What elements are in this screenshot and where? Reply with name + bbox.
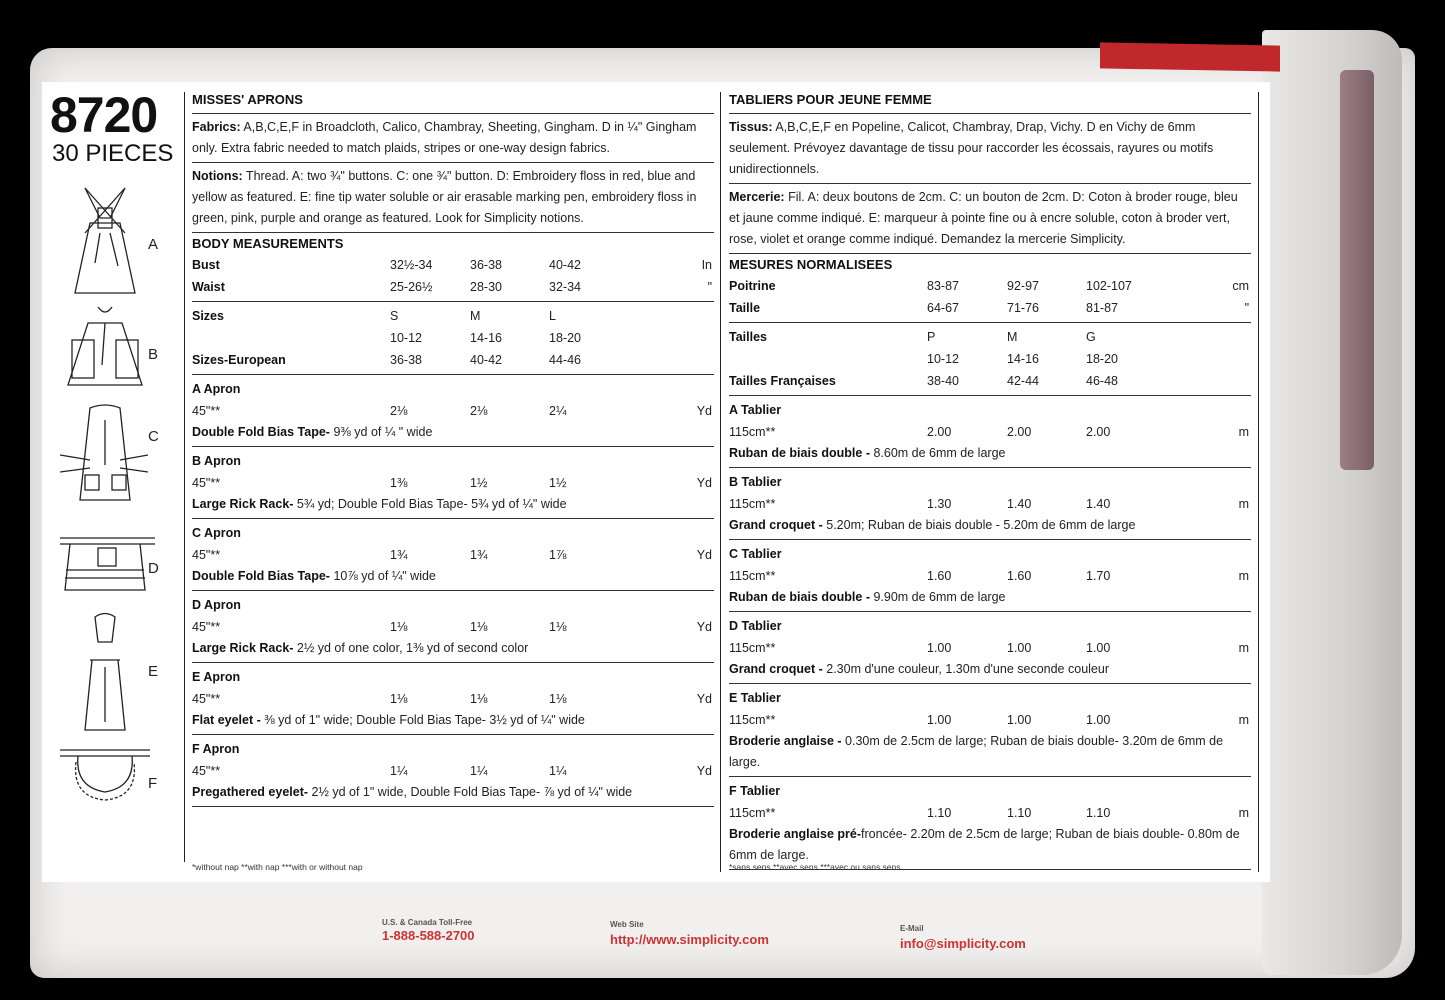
trim-label: Grand croquet -: [729, 662, 823, 676]
divider: [729, 183, 1251, 184]
yardage-value: 2¼: [549, 404, 567, 418]
fabric-width: 45"**: [192, 404, 221, 418]
divider: [729, 113, 1251, 114]
size-value: 102-107: [1086, 279, 1132, 293]
divider: [192, 806, 714, 807]
yardage-value: 1.10: [1086, 806, 1111, 820]
section-title: TABLIERS POUR JEUNE FEMME: [729, 92, 932, 107]
divider: [729, 322, 1251, 323]
size-value: 46-48: [1086, 374, 1118, 388]
size-value: 36-38: [390, 353, 422, 367]
size-value: 92-97: [1007, 279, 1039, 293]
view-letter-b: B: [148, 346, 159, 363]
yardage-value: 1¼: [470, 764, 488, 778]
yardage-value: 1⅛: [470, 692, 488, 706]
table-row: [729, 297, 1251, 319]
divider: [192, 590, 714, 591]
yardage-value: 1⅜: [390, 476, 408, 490]
website-link[interactable]: http://www.simplicity.com: [610, 932, 769, 947]
column-divider-right: [1258, 92, 1259, 872]
yardage-row: [729, 565, 1251, 587]
yardage-row: [729, 709, 1251, 731]
size-value: 81-87: [1086, 301, 1118, 315]
trim-label: Ruban de biais double -: [729, 446, 870, 460]
yardage-value: 1.10: [927, 806, 952, 820]
view-letter-c: C: [148, 428, 159, 445]
yardage-value: 1.00: [1007, 641, 1032, 655]
yardage-row: [192, 688, 714, 710]
divider: [192, 518, 714, 519]
trim-note: Grand croquet - 5.20m; Ruban de biais double - 5.20m de 6mm de large: [729, 518, 1136, 532]
yardage-value: 2⅛: [390, 404, 408, 418]
divider: [192, 162, 714, 163]
notions-text: Thread. A: two ¾" buttons. C: one ¾" button. D: Embroidery floss in red, blue and yellow as featured. E: fine tip water soluble or air erasable marking pen, embroidery floss in green, pink, purple and orange as featured. Look for Simplicity notions.: [192, 169, 697, 225]
fabrics-label: Tissus:: [729, 120, 773, 134]
red-label-strip: [1100, 42, 1280, 71]
fabric-width: 115cm**: [729, 425, 776, 439]
fabric-width: 115cm**: [729, 569, 776, 583]
size-value: 64-67: [927, 301, 959, 315]
trim-note: Flat eyelet - ⅜ yd of 1" wide; Double Fold Bias Tape- 3½ yd of ¼" wide: [192, 713, 585, 727]
size-value: P: [927, 330, 936, 344]
size-value: 36-38: [470, 258, 502, 272]
unit-label: Yd: [696, 620, 712, 634]
divider: [729, 683, 1251, 684]
size-value: M: [470, 309, 481, 323]
trim-note: Pregathered eyelet- 2½ yd of 1" wide, Double Fold Bias Tape- ⅞ yd of ¼" wide: [192, 785, 633, 799]
column-divider-left: [184, 92, 185, 862]
divider: [192, 734, 714, 735]
notions-label: Mercerie:: [729, 190, 785, 204]
size-value: 44-46: [549, 353, 581, 367]
size-value: 83-87: [927, 279, 959, 293]
yardage-value: 1.60: [927, 569, 952, 583]
table-row: [729, 326, 1251, 348]
trim-label: Flat eyelet -: [192, 713, 261, 727]
yardage-value: 1⅛: [549, 692, 567, 706]
unit-label: Yd: [696, 764, 712, 778]
trim-note: Grand croquet - 2.30m d'une couleur, 1.30m d'une seconde couleur: [729, 662, 1109, 676]
french-column: [729, 92, 1251, 873]
fabric-width: 45"**: [192, 620, 221, 634]
notions-text: Fil. A: deux boutons de 2cm. C: un bouton de 2cm. D: Coton à broder rouge, bleu et jaune comme indiqué. E: marqueur à pointe fine ou à encre soluble, coton à broder vert, rose, violet et orange comme indiqué. Demandez la mercerie Simplicity.: [729, 190, 1238, 246]
trim-label: Broderie anglaise -: [729, 734, 842, 748]
yardage-value: 1.40: [1007, 497, 1032, 511]
view-name: B Apron: [192, 454, 241, 468]
view-name: A Apron: [192, 382, 241, 396]
yardage-value: 1.60: [1007, 569, 1032, 583]
divider: [729, 611, 1251, 612]
size-value: 14-16: [1007, 352, 1039, 366]
yardage-value: 1⅞: [549, 548, 567, 562]
fabrics-text: A,B,C,E,F in Broadcloth, Calico, Chambray, Sheeting, Gingham. D in ¼" Gingham only. Extra fabric needed to match plaids, stripes or one-way design fabrics.: [192, 120, 697, 155]
view-name: F Tablier: [729, 784, 781, 798]
notions-label: Notions:: [192, 169, 243, 183]
size-value: M: [1007, 330, 1018, 344]
yardage-value: 2.00: [1007, 425, 1032, 439]
pieces-count: 30 PIECES: [52, 140, 174, 167]
trim-label: Ruban de biais double -: [729, 590, 870, 604]
inner-paper-edge: [1340, 70, 1374, 470]
unit-label: Yd: [696, 692, 712, 706]
english-column: [192, 92, 714, 810]
yardage-value: 1⅛: [549, 620, 567, 634]
trim-note: Broderie anglaise - 0.30m de 2.5cm de large; Ruban de biais double- 3.20m de 6mm de large.: [729, 734, 1224, 769]
unit-label: ": [707, 280, 712, 294]
trim-note: Double Fold Bias Tape- 9⅜ yd of ¼ " wide: [192, 425, 433, 439]
english-nap-notes: *without nap **with nap ***with or without nap: [192, 862, 363, 872]
yardage-value: 2.00: [1086, 425, 1111, 439]
fabrics-label: Fabrics:: [192, 120, 241, 134]
size-value: 42-44: [1007, 374, 1039, 388]
table-row: [729, 275, 1251, 297]
view-name: D Tablier: [729, 619, 782, 633]
fabrics-paragraph: [192, 117, 714, 159]
view-name: C Tablier: [729, 547, 782, 561]
email-label: E-Mail: [900, 924, 924, 933]
yardage-value: 1¼: [549, 764, 567, 778]
yardage-value: 1.00: [1007, 713, 1032, 727]
phone-label: U.S. & Canada Toll-Free: [382, 918, 473, 927]
yardage-row: [192, 544, 714, 566]
row-label: Sizes-European: [192, 353, 286, 367]
divider: [729, 253, 1251, 254]
web-label: Web Site: [610, 920, 644, 929]
size-value: 40-42: [549, 258, 581, 272]
yardage-value: 1.30: [927, 497, 952, 511]
yardage-value: 1.00: [927, 713, 952, 727]
unit-label: m: [1238, 569, 1249, 583]
unit-label: In: [701, 258, 712, 272]
view-name: B Tablier: [729, 475, 782, 489]
yardage-value: 1⅛: [390, 620, 408, 634]
unit-label: m: [1238, 806, 1249, 820]
size-value: 71-76: [1007, 301, 1039, 315]
table-row: [729, 370, 1251, 392]
yardage-value: 1.70: [1086, 569, 1111, 583]
trim-label: Double Fold Bias Tape-: [192, 569, 330, 583]
divider: [192, 446, 714, 447]
fabric-width: 45"**: [192, 764, 221, 778]
row-label: Poitrine: [729, 279, 776, 293]
apron-b-sketch-icon: [60, 305, 150, 395]
table-row: [192, 305, 714, 327]
yardage-value: 1.00: [1086, 713, 1111, 727]
size-value: 32-34: [549, 280, 581, 294]
view-name: F Apron: [192, 742, 240, 756]
unit-label: m: [1238, 713, 1249, 727]
size-value: 25-26½: [390, 280, 433, 294]
table-row: [192, 349, 714, 371]
trim-label: Grand croquet -: [729, 518, 823, 532]
divider: [729, 395, 1251, 396]
yardage-value: 1⅛: [470, 620, 488, 634]
size-value: 18-20: [549, 331, 581, 345]
divider: [192, 301, 714, 302]
row-label: Waist: [192, 280, 225, 294]
divider: [192, 374, 714, 375]
fabric-width: 115cm**: [729, 497, 776, 511]
view-name: E Apron: [192, 670, 241, 684]
unit-label: m: [1238, 641, 1249, 655]
fabric-width: 115cm**: [729, 806, 776, 820]
divider: [192, 662, 714, 663]
yardage-value: 1½: [470, 476, 488, 490]
yardage-value: 1¾: [470, 548, 488, 562]
yardage-value: 1.00: [1086, 641, 1111, 655]
yardage-row: [192, 760, 714, 782]
view-letter-e: E: [148, 663, 159, 680]
trim-label: Broderie anglaise pré-: [729, 827, 861, 841]
yardage-value: 1¾: [390, 548, 408, 562]
yardage-value: 1.00: [927, 641, 952, 655]
unit-label: m: [1238, 425, 1249, 439]
size-value: G: [1086, 330, 1096, 344]
yardage-row: [729, 421, 1251, 443]
fabric-width: 115cm**: [729, 641, 776, 655]
trim-label: Large Rick Rack-: [192, 641, 294, 655]
trim-note: Large Rick Rack- 2½ yd of one color, 1⅜ yd of second color: [192, 641, 529, 655]
phone-number[interactable]: 1-888-588-2700: [382, 928, 475, 943]
email-link[interactable]: info@simplicity.com: [900, 936, 1026, 951]
column-divider-middle: [720, 92, 721, 872]
yardage-row: [192, 616, 714, 638]
table-row: [192, 254, 714, 276]
french-nap-notes: *sans sens **avec sens ***avec ou sans sens: [729, 862, 901, 872]
row-label: Tailles: [729, 330, 767, 344]
trim-note: Ruban de biais double - 8.60m de 6mm de large: [729, 446, 1006, 460]
view-name: A Tablier: [729, 403, 782, 417]
yardage-value: 2⅛: [470, 404, 488, 418]
fabrics-paragraph: [729, 117, 1251, 180]
size-value: S: [390, 309, 399, 323]
size-value: 14-16: [470, 331, 502, 345]
pattern-number: 8720: [50, 87, 158, 143]
fabric-width: 45"**: [192, 476, 221, 490]
divider: [192, 113, 714, 114]
row-label: Taille: [729, 301, 761, 315]
unit-label: ": [1244, 301, 1249, 315]
trim-note: Ruban de biais double - 9.90m de 6mm de large: [729, 590, 1006, 604]
view-letter-a: A: [148, 236, 159, 253]
size-value: 28-30: [470, 280, 502, 294]
view-name: D Apron: [192, 598, 241, 612]
yardage-value: 1.40: [1086, 497, 1111, 511]
notions-paragraph: [192, 166, 714, 229]
table-row: [192, 276, 714, 298]
size-value: 38-40: [927, 374, 959, 388]
trim-label: Pregathered eyelet-: [192, 785, 309, 799]
view-name: C Apron: [192, 526, 241, 540]
yardage-row: [729, 802, 1251, 824]
apron-d-sketch-icon: [60, 528, 155, 598]
notions-paragraph: [729, 187, 1251, 250]
yardage-row: [192, 472, 714, 494]
size-value: 10-12: [927, 352, 959, 366]
size-value: L: [549, 309, 556, 323]
fabric-width: 45"**: [192, 692, 221, 706]
body-measurements-heading: MESURES NORMALISEES: [729, 257, 893, 272]
divider: [192, 232, 714, 233]
yardage-value: 1½: [549, 476, 567, 490]
section-title: MISSES' APRONS: [192, 92, 303, 107]
trim-note: Large Rick Rack- 5¾ yd; Double Fold Bias Tape- 5¾ yd of ¼" wide: [192, 497, 567, 511]
size-value: 32½-34: [390, 258, 433, 272]
row-label: Tailles Françaises: [729, 374, 836, 388]
table-row: [729, 348, 1251, 370]
trim-label: Double Fold Bias Tape-: [192, 425, 330, 439]
apron-a-sketch-icon: [60, 178, 150, 303]
apron-c-sketch-icon: [60, 400, 150, 510]
trim-note: Double Fold Bias Tape- 10⅞ yd of ¼" wide: [192, 569, 436, 583]
view-letter-f: F: [148, 775, 158, 792]
apron-e-sketch-icon: [60, 612, 150, 732]
fabrics-text: A,B,C,E,F en Popeline, Calicot, Chambray, Drap, Vichy. D en Vichy de 6mm seulement. Prévoyez davantage de tissu pour raccorder les écossais, rayures ou motifs unidirectionnels.: [729, 120, 1214, 176]
fabric-width: 115cm**: [729, 713, 776, 727]
unit-label: Yd: [696, 476, 712, 490]
yardage-row: [729, 637, 1251, 659]
divider: [729, 467, 1251, 468]
divider: [729, 776, 1251, 777]
size-value: 10-12: [390, 331, 422, 345]
unit-label: Yd: [696, 548, 712, 562]
yardage-row: [192, 400, 714, 422]
trim-label: Large Rick Rack-: [192, 497, 294, 511]
envelope-folded-edge: [1262, 30, 1402, 975]
size-value: 40-42: [470, 353, 502, 367]
view-letter-d: D: [148, 560, 159, 577]
yardage-value: 1⅛: [390, 692, 408, 706]
row-label: Bust: [192, 258, 220, 272]
fabric-width: 45"**: [192, 548, 221, 562]
unit-label: Yd: [696, 404, 712, 418]
yardage-value: 1¼: [390, 764, 408, 778]
body-measurements-heading: BODY MEASUREMENTS: [192, 236, 344, 251]
unit-label: cm: [1232, 279, 1249, 293]
yardage-value: 2.00: [927, 425, 952, 439]
yardage-value: 1.10: [1007, 806, 1032, 820]
apron-f-sketch-icon: [60, 742, 150, 802]
contact-footer: [360, 918, 1130, 958]
row-label: Sizes: [192, 309, 224, 323]
yardage-row: [729, 493, 1251, 515]
trim-note: Broderie anglaise pré-froncée- 2.20m de 2.5cm de large; Ruban de biais double- 0.80m de 6mm de large.: [729, 827, 1240, 862]
view-name: E Tablier: [729, 691, 781, 705]
size-value: 18-20: [1086, 352, 1118, 366]
table-row: [192, 327, 714, 349]
unit-label: m: [1238, 497, 1249, 511]
divider: [729, 539, 1251, 540]
